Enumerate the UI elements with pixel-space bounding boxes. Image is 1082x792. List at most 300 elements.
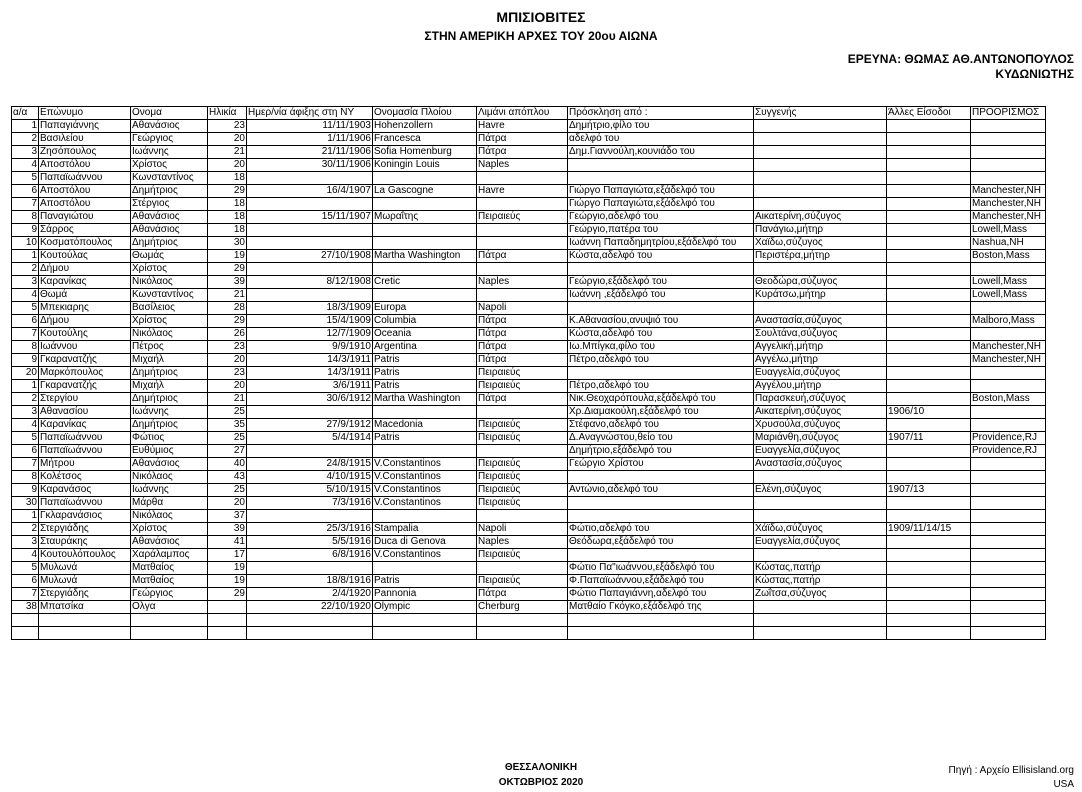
cell-departure-port: Πάτρα bbox=[477, 146, 568, 159]
cell-arrival-date: 11/11/1903 bbox=[247, 120, 373, 133]
cell-departure-port: Πειραιεύς bbox=[477, 497, 568, 510]
footer-city: ΘΕΣΣΑΛΟΝΙΚΗ bbox=[504, 762, 578, 773]
cell-relative bbox=[754, 549, 887, 562]
cell-arrival-date: 9/9/1910 bbox=[247, 341, 373, 354]
cell-arrival-date: 7/3/1916 bbox=[247, 497, 373, 510]
table-row bbox=[12, 575, 1046, 588]
cell-arrival-date: 15/11/1907 bbox=[247, 211, 373, 224]
table-row bbox=[12, 406, 1046, 419]
cell-index: 1 bbox=[12, 510, 39, 523]
cell-destination bbox=[971, 536, 1046, 549]
cell-age: 18 bbox=[208, 224, 247, 237]
table-row bbox=[12, 185, 1046, 198]
cell-ship-name: V.Constantinos bbox=[373, 458, 477, 471]
cell-age: 23 bbox=[208, 341, 247, 354]
cell-destination bbox=[971, 133, 1046, 146]
cell-index: 8 bbox=[12, 211, 39, 224]
cell-invited-by: Κώστα,αδελφό του bbox=[568, 250, 754, 263]
cell-age: 20 bbox=[208, 133, 247, 146]
cell-first-name: Δημήτριος bbox=[131, 419, 208, 432]
cell-surname: Ιωάννου bbox=[39, 341, 131, 354]
cell-first-name: Ματθαίος bbox=[131, 562, 208, 575]
cell-relative: Αγγελική,μήτηρ bbox=[754, 341, 887, 354]
cell-other-entries bbox=[887, 549, 971, 562]
cell-first-name: Νικόλαος bbox=[131, 510, 208, 523]
cell-destination bbox=[971, 263, 1046, 276]
cell-surname: Σταυράκης bbox=[39, 536, 131, 549]
cell-departure-port bbox=[477, 510, 568, 523]
cell-relative bbox=[754, 302, 887, 315]
cell-other-entries bbox=[887, 458, 971, 471]
cell-arrival-date: 22/10/1920 bbox=[247, 601, 373, 614]
table-row bbox=[12, 497, 1046, 510]
cell-arrival-date bbox=[247, 406, 373, 419]
cell-arrival-date: 4/10/1915 bbox=[247, 471, 373, 484]
cell-ship-name: Patris bbox=[373, 354, 477, 367]
cell-arrival-date: 24/8/1915 bbox=[247, 458, 373, 471]
cell-first-name: Δημήτριος bbox=[131, 185, 208, 198]
cell-surname: Καρανάσος bbox=[39, 484, 131, 497]
cell-departure-port: Πειραιεύς bbox=[477, 458, 568, 471]
cell-destination bbox=[971, 614, 1046, 627]
cell-ship-name: Μωραΐτης bbox=[373, 211, 477, 224]
cell-index: 4 bbox=[12, 419, 39, 432]
cell-other-entries bbox=[887, 393, 971, 406]
cell-other-entries bbox=[887, 250, 971, 263]
cell-other-entries bbox=[887, 445, 971, 458]
cell-departure-port: Naples bbox=[477, 159, 568, 172]
cell-first-name: Στέργιος bbox=[131, 198, 208, 211]
cell-relative: Χάϊδω,σύζυγος bbox=[754, 523, 887, 536]
cell-surname: Γκλαρανάσιος bbox=[39, 510, 131, 523]
table-row bbox=[12, 146, 1046, 159]
footer-place-date bbox=[0, 760, 1082, 790]
cell-relative bbox=[754, 198, 887, 211]
column-header-destination: ΠΡΟΟΡΙΣΜΟΣ bbox=[971, 107, 1046, 120]
table-header-row bbox=[12, 107, 1046, 120]
cell-ship-name bbox=[373, 614, 477, 627]
cell-index bbox=[12, 614, 39, 627]
table-row bbox=[12, 510, 1046, 523]
cell-relative: Χρυσούλα,σύζυγος bbox=[754, 419, 887, 432]
cell-surname: Γκαρανατζής bbox=[39, 380, 131, 393]
cell-age: 18 bbox=[208, 172, 247, 185]
table-body bbox=[12, 120, 1046, 640]
cell-invited-by: Κώστα,αδελφό του bbox=[568, 328, 754, 341]
column-header-invited-by: Πρόσκληση από : bbox=[568, 107, 754, 120]
cell-other-entries bbox=[887, 536, 971, 549]
cell-ship-name bbox=[373, 198, 477, 211]
cell-surname: Βασιλείου bbox=[39, 133, 131, 146]
cell-age: 19 bbox=[208, 575, 247, 588]
cell-surname: Αθανασίου bbox=[39, 406, 131, 419]
cell-other-entries bbox=[887, 120, 971, 133]
cell-first-name: Ολγα bbox=[131, 601, 208, 614]
cell-other-entries bbox=[887, 341, 971, 354]
cell-age: 35 bbox=[208, 419, 247, 432]
cell-surname: Αποστόλου bbox=[39, 159, 131, 172]
cell-ship-name: Patris bbox=[373, 432, 477, 445]
cell-departure-port: Naples bbox=[477, 536, 568, 549]
cell-departure-port: Πειραιεύς bbox=[477, 484, 568, 497]
cell-age: 39 bbox=[208, 523, 247, 536]
cell-first-name: Αθανάσιος bbox=[131, 224, 208, 237]
cell-invited-by: Στέφανο,αδελφό του bbox=[568, 419, 754, 432]
cell-surname: Ζησόπουλος bbox=[39, 146, 131, 159]
cell-other-entries bbox=[887, 198, 971, 211]
research-credit bbox=[848, 52, 1074, 82]
cell-invited-by: Φώτιο,αδελφό του bbox=[568, 523, 754, 536]
cell-relative: Ζωΐτσα,σύζυγος bbox=[754, 588, 887, 601]
cell-destination bbox=[971, 120, 1046, 133]
cell-relative: Ελένη,σύζυγος bbox=[754, 484, 887, 497]
cell-age: 20 bbox=[208, 380, 247, 393]
column-header-index: α/α bbox=[12, 107, 39, 120]
table-row bbox=[12, 211, 1046, 224]
footer-date: ΟΚΤΩΒΡΙΟΣ 2020 bbox=[498, 777, 584, 788]
cell-index: 6 bbox=[12, 575, 39, 588]
cell-arrival-date: 18/8/1916 bbox=[247, 575, 373, 588]
table-row bbox=[12, 172, 1046, 185]
cell-departure-port bbox=[477, 198, 568, 211]
cell-first-name: Αθανάσιος bbox=[131, 120, 208, 133]
cell-arrival-date: 1/11/1906 bbox=[247, 133, 373, 146]
cell-departure-port: Πάτρα bbox=[477, 250, 568, 263]
cell-invited-by: Γεώργιο,πατέρα του bbox=[568, 224, 754, 237]
cell-ship-name: Francesca bbox=[373, 133, 477, 146]
cell-arrival-date bbox=[247, 198, 373, 211]
cell-destination bbox=[971, 497, 1046, 510]
cell-index: 2 bbox=[12, 133, 39, 146]
cell-invited-by bbox=[568, 510, 754, 523]
cell-departure-port bbox=[477, 172, 568, 185]
cell-arrival-date bbox=[247, 237, 373, 250]
cell-departure-port: Naples bbox=[477, 276, 568, 289]
cell-arrival-date bbox=[247, 562, 373, 575]
cell-index: 5 bbox=[12, 302, 39, 315]
cell-invited-by bbox=[568, 614, 754, 627]
cell-other-entries: 1907/13 bbox=[887, 484, 971, 497]
cell-index: 3 bbox=[12, 406, 39, 419]
table-row bbox=[12, 237, 1046, 250]
cell-other-entries bbox=[887, 328, 971, 341]
cell-surname: Σάρρος bbox=[39, 224, 131, 237]
cell-other-entries bbox=[887, 185, 971, 198]
table-row bbox=[12, 601, 1046, 614]
cell-index: 38 bbox=[12, 601, 39, 614]
cell-relative bbox=[754, 133, 887, 146]
cell-departure-port: Πάτρα bbox=[477, 328, 568, 341]
cell-age: 40 bbox=[208, 458, 247, 471]
cell-age: 20 bbox=[208, 159, 247, 172]
table-row bbox=[12, 627, 1046, 640]
cell-invited-by: Γεώργιο,εξάδελφό του bbox=[568, 276, 754, 289]
cell-index: 30 bbox=[12, 497, 39, 510]
cell-surname: Κουτούλης bbox=[39, 328, 131, 341]
cell-invited-by: Χρ.Διαμακούλη,εξάδελφό του bbox=[568, 406, 754, 419]
cell-arrival-date: 2/4/1920 bbox=[247, 588, 373, 601]
cell-age: 18 bbox=[208, 198, 247, 211]
cell-surname bbox=[39, 627, 131, 640]
cell-first-name: Ιωάννης bbox=[131, 406, 208, 419]
table-row bbox=[12, 484, 1046, 497]
cell-relative: Ευαγγελία,σύζυγος bbox=[754, 536, 887, 549]
cell-relative bbox=[754, 614, 887, 627]
cell-surname: Καρανίκας bbox=[39, 419, 131, 432]
cell-first-name: Χαράλαμπος bbox=[131, 549, 208, 562]
cell-departure-port: Πειραιεύς bbox=[477, 419, 568, 432]
cell-index: 1 bbox=[12, 120, 39, 133]
cell-index: 6 bbox=[12, 445, 39, 458]
cell-index: 4 bbox=[12, 159, 39, 172]
cell-other-entries bbox=[887, 133, 971, 146]
cell-other-entries bbox=[887, 510, 971, 523]
cell-relative bbox=[754, 146, 887, 159]
table-row bbox=[12, 354, 1046, 367]
cell-age: 21 bbox=[208, 146, 247, 159]
cell-arrival-date: 15/4/1909 bbox=[247, 315, 373, 328]
cell-invited-by: Πέτρο,αδελφό του bbox=[568, 354, 754, 367]
cell-relative bbox=[754, 471, 887, 484]
table-row bbox=[12, 224, 1046, 237]
cell-age: 23 bbox=[208, 367, 247, 380]
table-row bbox=[12, 302, 1046, 315]
cell-index: 1 bbox=[12, 380, 39, 393]
cell-age: 29 bbox=[208, 185, 247, 198]
cell-index: 4 bbox=[12, 549, 39, 562]
cell-arrival-date bbox=[247, 445, 373, 458]
cell-invited-by bbox=[568, 159, 754, 172]
cell-destination bbox=[971, 627, 1046, 640]
cell-invited-by: Ιωάννη Παπαδημητρίου,εξάδελφό του bbox=[568, 237, 754, 250]
cell-surname: Στεργιάδης bbox=[39, 523, 131, 536]
cell-departure-port: Havre bbox=[477, 185, 568, 198]
cell-ship-name: V.Constantinos bbox=[373, 471, 477, 484]
cell-age: 19 bbox=[208, 250, 247, 263]
cell-relative: Ευαγγελία,σύζυγος bbox=[754, 445, 887, 458]
cell-first-name: Χρίστος bbox=[131, 159, 208, 172]
cell-index: 20 bbox=[12, 367, 39, 380]
table-row bbox=[12, 588, 1046, 601]
cell-destination bbox=[971, 419, 1046, 432]
cell-relative bbox=[754, 627, 887, 640]
cell-other-entries bbox=[887, 627, 971, 640]
cell-invited-by: Φώτιο Πα"ιωάννου,εξάδελφό του bbox=[568, 562, 754, 575]
cell-destination bbox=[971, 484, 1046, 497]
cell-relative: Θεοδώρα,σύζυγος bbox=[754, 276, 887, 289]
cell-arrival-date bbox=[247, 614, 373, 627]
cell-age bbox=[208, 627, 247, 640]
cell-departure-port bbox=[477, 445, 568, 458]
column-header-relative: Συγγενής bbox=[754, 107, 887, 120]
table-row bbox=[12, 159, 1046, 172]
cell-first-name: Χρίστος bbox=[131, 263, 208, 276]
cell-other-entries bbox=[887, 289, 971, 302]
cell-first-name: Φώτιος bbox=[131, 432, 208, 445]
cell-arrival-date: 5/10/1915 bbox=[247, 484, 373, 497]
cell-arrival-date: 8/12/1908 bbox=[247, 276, 373, 289]
cell-destination bbox=[971, 159, 1046, 172]
cell-ship-name bbox=[373, 224, 477, 237]
cell-age: 37 bbox=[208, 510, 247, 523]
cell-age bbox=[208, 601, 247, 614]
cell-surname: Γκαρανατζής bbox=[39, 354, 131, 367]
table-row bbox=[12, 419, 1046, 432]
cell-ship-name bbox=[373, 510, 477, 523]
cell-invited-by: Ιω.Μπίγκα,φίλο του bbox=[568, 341, 754, 354]
cell-ship-name: Cretic bbox=[373, 276, 477, 289]
cell-arrival-date: 27/9/1912 bbox=[247, 419, 373, 432]
cell-age: 29 bbox=[208, 588, 247, 601]
cell-ship-name bbox=[373, 237, 477, 250]
cell-ship-name: Patris bbox=[373, 575, 477, 588]
cell-departure-port: Πάτρα bbox=[477, 133, 568, 146]
cell-ship-name bbox=[373, 289, 477, 302]
cell-invited-by bbox=[568, 263, 754, 276]
cell-other-entries bbox=[887, 211, 971, 224]
column-header-other-entries: Άλλες Είσοδοι bbox=[887, 107, 971, 120]
cell-destination: Providence,RJ bbox=[971, 445, 1046, 458]
cell-surname: Κολέτσος bbox=[39, 471, 131, 484]
cell-index: 6 bbox=[12, 185, 39, 198]
cell-invited-by bbox=[568, 172, 754, 185]
cell-first-name: Χρίστος bbox=[131, 315, 208, 328]
table-row bbox=[12, 549, 1046, 562]
cell-destination bbox=[971, 380, 1046, 393]
cell-first-name: Νικόλαος bbox=[131, 471, 208, 484]
cell-age: 17 bbox=[208, 549, 247, 562]
cell-first-name: Δημήτριος bbox=[131, 367, 208, 380]
cell-surname: Παπαϊωάννου bbox=[39, 432, 131, 445]
cell-index: 2 bbox=[12, 263, 39, 276]
cell-arrival-date bbox=[247, 172, 373, 185]
cell-ship-name: V.Constantinos bbox=[373, 497, 477, 510]
cell-destination bbox=[971, 588, 1046, 601]
column-header-first-name: Ονομα bbox=[131, 107, 208, 120]
cell-destination: Lowell,Mass bbox=[971, 289, 1046, 302]
table-row bbox=[12, 393, 1046, 406]
cell-index: 8 bbox=[12, 471, 39, 484]
cell-destination: Lowell,Mass bbox=[971, 276, 1046, 289]
cell-index: 5 bbox=[12, 172, 39, 185]
cell-first-name bbox=[131, 614, 208, 627]
cell-ship-name: Hohenzollern bbox=[373, 120, 477, 133]
cell-age: 29 bbox=[208, 315, 247, 328]
cell-arrival-date: 30/6/1912 bbox=[247, 393, 373, 406]
cell-age: 26 bbox=[208, 328, 247, 341]
cell-arrival-date: 30/11/1906 bbox=[247, 159, 373, 172]
cell-surname: Στεργίου bbox=[39, 393, 131, 406]
cell-arrival-date bbox=[247, 627, 373, 640]
cell-relative: Αγγέλω,μήτηρ bbox=[754, 354, 887, 367]
cell-ship-name bbox=[373, 627, 477, 640]
cell-first-name: Αθανάσιος bbox=[131, 458, 208, 471]
cell-departure-port bbox=[477, 614, 568, 627]
table-row bbox=[12, 276, 1046, 289]
cell-index: 3 bbox=[12, 276, 39, 289]
cell-age: 21 bbox=[208, 393, 247, 406]
cell-surname: Παπαϊωάννου bbox=[39, 172, 131, 185]
cell-invited-by: Γεώργιο Χρίστου bbox=[568, 458, 754, 471]
cell-departure-port bbox=[477, 237, 568, 250]
table-row bbox=[12, 614, 1046, 627]
cell-departure-port: Πειραιεύς bbox=[477, 471, 568, 484]
table-row bbox=[12, 133, 1046, 146]
cell-first-name: Ματθαίος bbox=[131, 575, 208, 588]
cell-other-entries bbox=[887, 172, 971, 185]
cell-departure-port bbox=[477, 562, 568, 575]
cell-ship-name: Europa bbox=[373, 302, 477, 315]
cell-index: 7 bbox=[12, 458, 39, 471]
cell-other-entries bbox=[887, 614, 971, 627]
cell-destination bbox=[971, 575, 1046, 588]
cell-other-entries bbox=[887, 315, 971, 328]
cell-departure-port: Πειραιεύς bbox=[477, 211, 568, 224]
cell-departure-port: Πειραιεύς bbox=[477, 549, 568, 562]
cell-invited-by: Νικ.Θεοχαρόπουλα,εξάδελφό του bbox=[568, 393, 754, 406]
cell-age: 19 bbox=[208, 562, 247, 575]
cell-first-name bbox=[131, 627, 208, 640]
cell-ship-name: V.Constantinos bbox=[373, 484, 477, 497]
cell-surname: Παπαγιάννης bbox=[39, 120, 131, 133]
cell-first-name: Κωνσταντίνος bbox=[131, 289, 208, 302]
table-row bbox=[12, 198, 1046, 211]
column-header-arrival-date: Ημερ/νία άφιξης στη ΝΥ bbox=[247, 107, 373, 120]
cell-relative: Αγγέλου,μήτηρ bbox=[754, 380, 887, 393]
cell-relative bbox=[754, 172, 887, 185]
cell-index bbox=[12, 627, 39, 640]
cell-invited-by bbox=[568, 471, 754, 484]
cell-invited-by: Κ.Αθανασίου,ανυψιό του bbox=[568, 315, 754, 328]
table-row bbox=[12, 471, 1046, 484]
cell-surname: Κουτουλόπουλος bbox=[39, 549, 131, 562]
cell-invited-by bbox=[568, 497, 754, 510]
cell-ship-name: Martha Washington bbox=[373, 250, 477, 263]
cell-relative: Αικατερίνη,σύζυγος bbox=[754, 406, 887, 419]
cell-age: 43 bbox=[208, 471, 247, 484]
cell-invited-by: Γιώργο Παπαγιώτα,εξάδελφό του bbox=[568, 198, 754, 211]
cell-other-entries bbox=[887, 224, 971, 237]
column-header-surname: Επώνυμο bbox=[39, 107, 131, 120]
cell-first-name: Μιχαήλ bbox=[131, 380, 208, 393]
cell-first-name: Ευθύμιος bbox=[131, 445, 208, 458]
cell-relative: Κώστας,πατήρ bbox=[754, 575, 887, 588]
cell-surname: Παπαϊωάννου bbox=[39, 445, 131, 458]
table-row bbox=[12, 328, 1046, 341]
cell-first-name: Νικόλαος bbox=[131, 328, 208, 341]
cell-ship-name: Stampalia bbox=[373, 523, 477, 536]
cell-ship-name: Patris bbox=[373, 367, 477, 380]
cell-destination: Manchester,NH bbox=[971, 341, 1046, 354]
cell-departure-port: Πειραιεύς bbox=[477, 575, 568, 588]
cell-departure-port: Cherburg bbox=[477, 601, 568, 614]
cell-destination: Manchester,NH bbox=[971, 354, 1046, 367]
cell-departure-port: Πειραιεύς bbox=[477, 367, 568, 380]
cell-index: 9 bbox=[12, 354, 39, 367]
cell-invited-by bbox=[568, 302, 754, 315]
cell-index: 5 bbox=[12, 562, 39, 575]
cell-first-name: Μιχαήλ bbox=[131, 354, 208, 367]
cell-destination: Malboro,Mass bbox=[971, 315, 1046, 328]
cell-destination: Manchester,NH bbox=[971, 185, 1046, 198]
cell-departure-port: Πάτρα bbox=[477, 315, 568, 328]
cell-arrival-date: 25/3/1916 bbox=[247, 523, 373, 536]
cell-arrival-date bbox=[247, 263, 373, 276]
cell-invited-by: Δ.Αναγνώστου,θείο του bbox=[568, 432, 754, 445]
cell-relative bbox=[754, 120, 887, 133]
cell-relative bbox=[754, 159, 887, 172]
table-row bbox=[12, 289, 1046, 302]
